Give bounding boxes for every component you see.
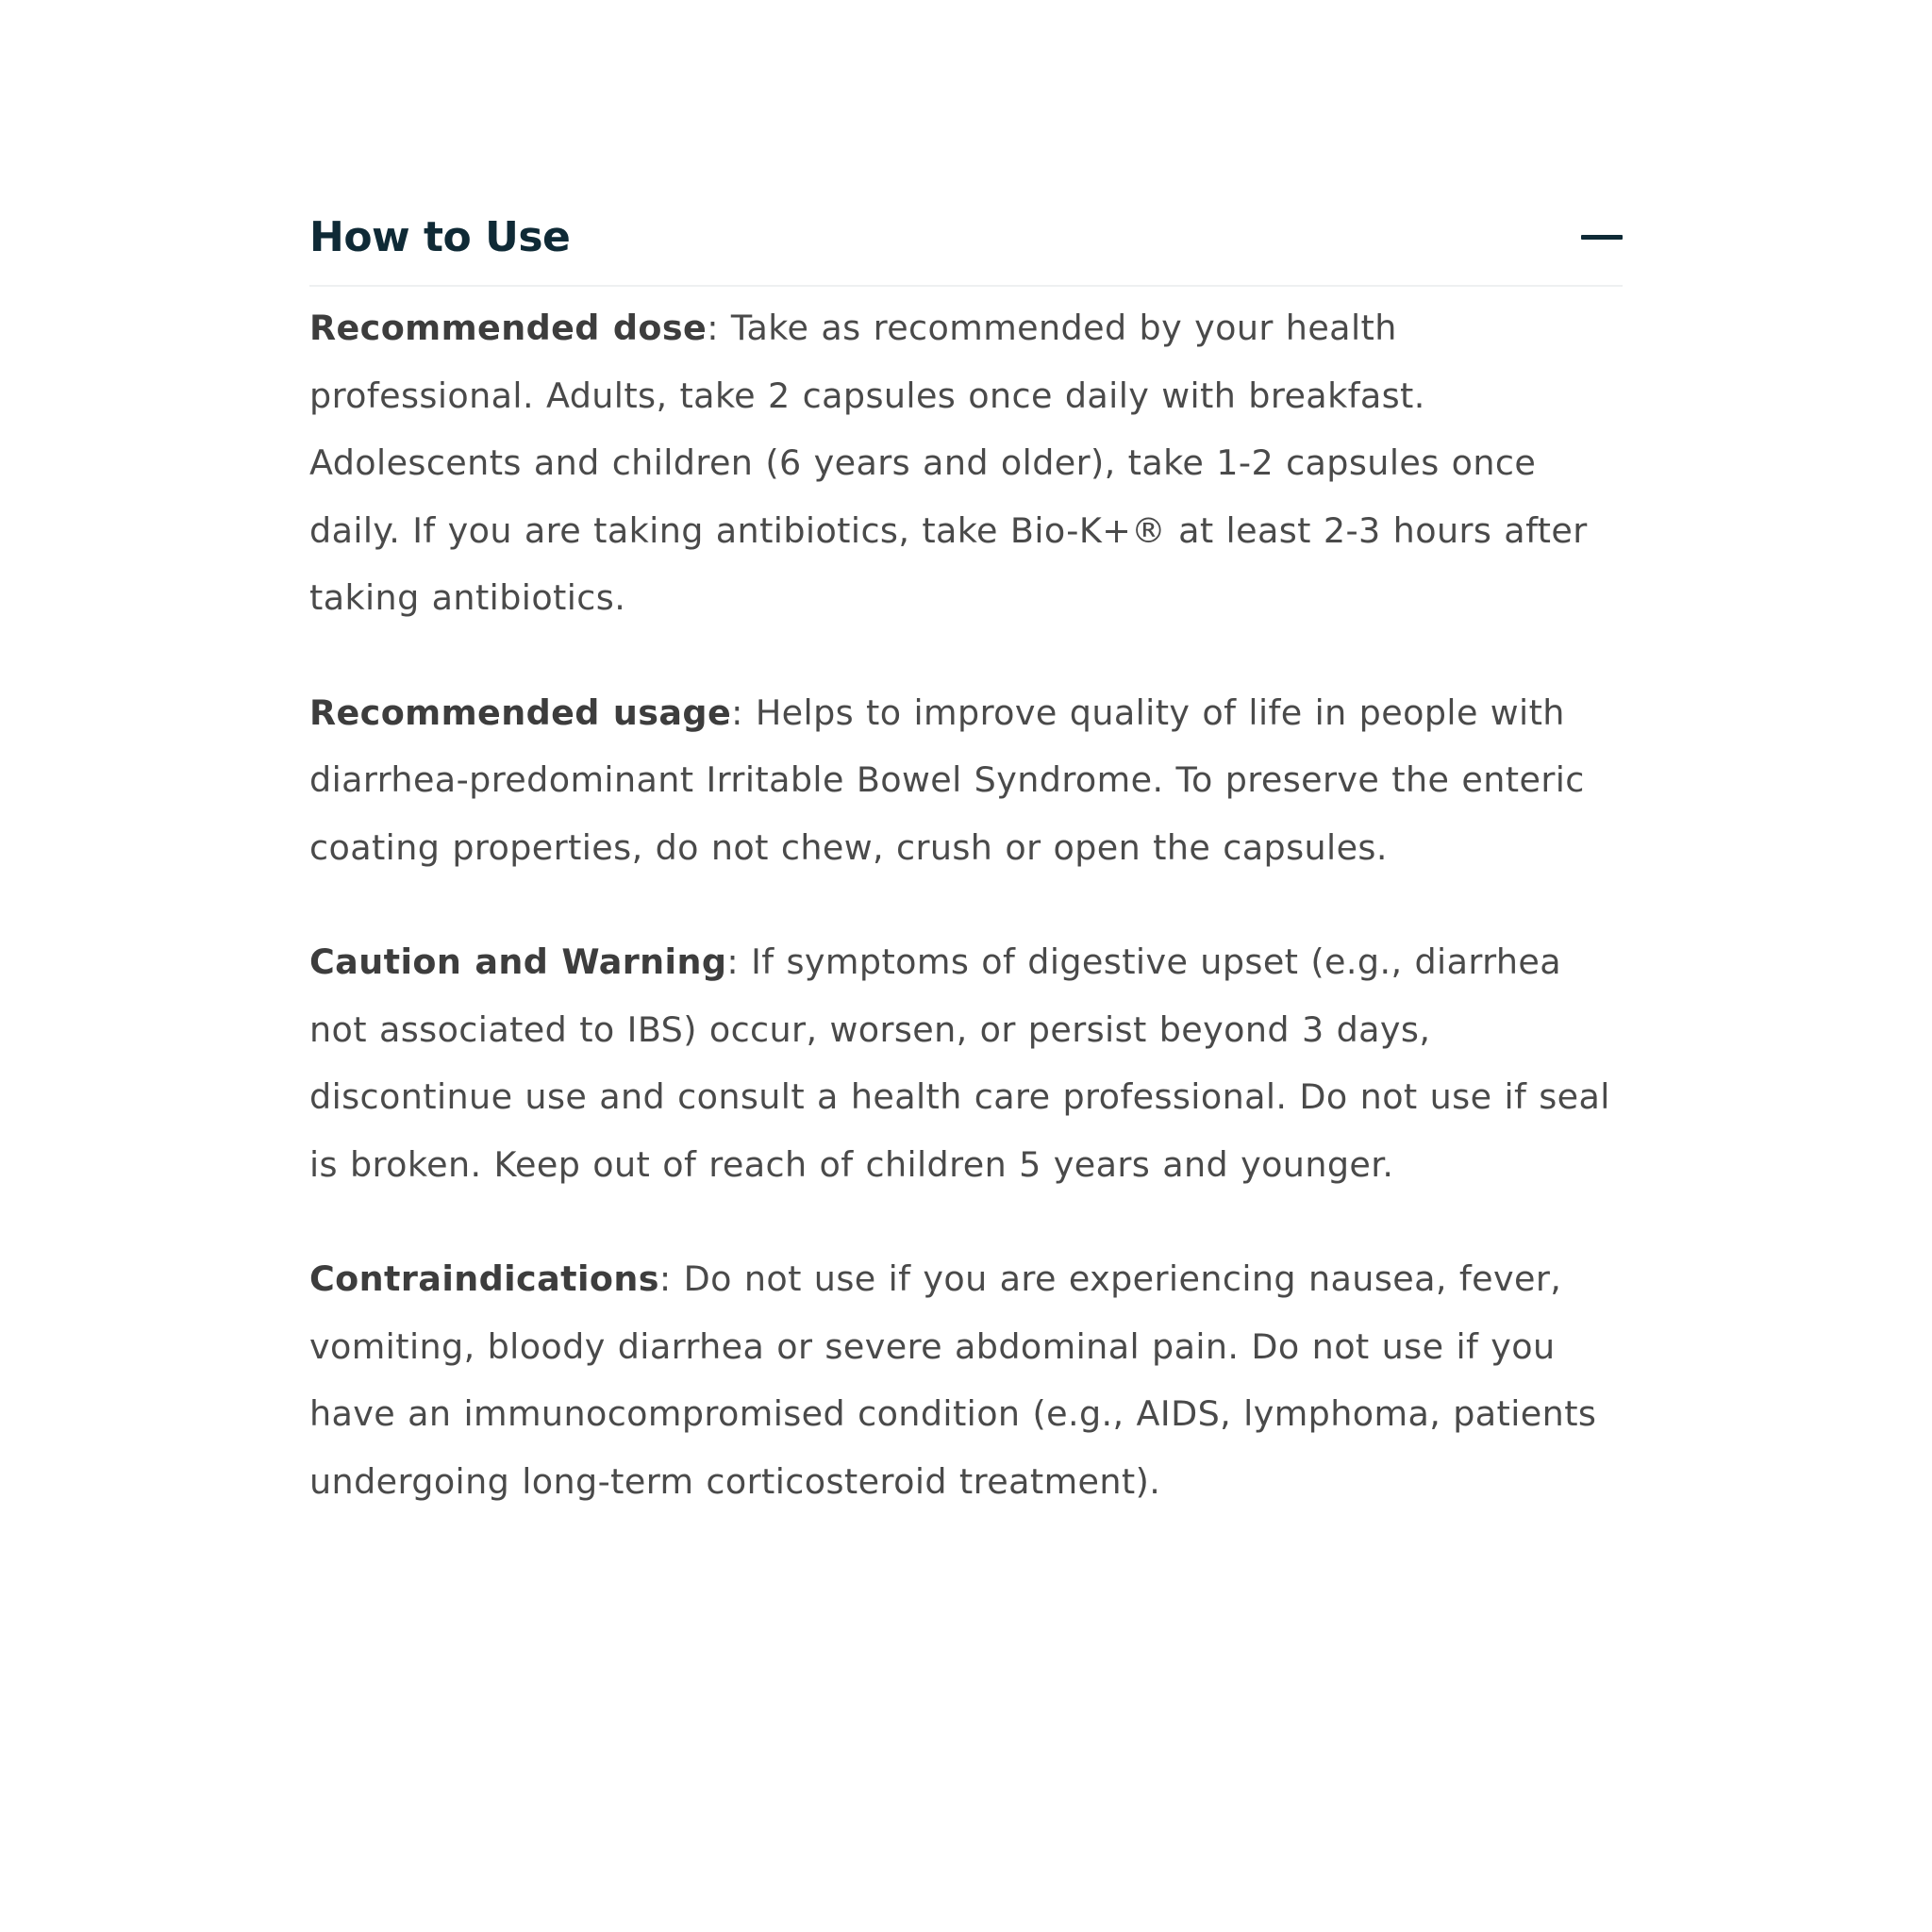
caution-warning-text: : If symptoms of digestive upset (e.g., diarrhea not associated to IBS) occur, worsen, or persist beyond 3 days, discontinue use and consult a health care professional. Do not use if seal is broken. Keep out of reach of children 5 years and younger. — [309, 941, 1610, 1185]
caution-warning-paragraph — [309, 928, 1623, 1198]
recommended-dose-paragraph — [309, 294, 1623, 632]
how-to-use-accordion — [309, 189, 1623, 1515]
accordion-content — [309, 287, 1623, 1515]
recommended-usage-text: : Helps to improve quality of life in people with diarrhea-predominant Irritable Bowel Syndrome. To preserve the enteric coating properties, do not chew, crush or open the capsules. — [309, 691, 1585, 868]
minus-icon — [1581, 235, 1623, 240]
accordion-title: How to Use — [309, 213, 571, 261]
contraindications-text: : Do not use if you are experiencing nausea, fever, vomiting, bloody diarrhea or severe abdominal pain. Do not use if you have an immunocompromised condition (e.g., AIDS, lymphoma, patients undergoing long-term corticosteroid treatment). — [309, 1258, 1597, 1502]
caution-warning-label: Caution and Warning — [309, 941, 727, 982]
contraindications-label: Contraindications — [309, 1258, 659, 1299]
recommended-usage-paragraph — [309, 679, 1623, 882]
recommended-usage-label: Recommended usage — [309, 691, 732, 733]
accordion-header[interactable] — [309, 189, 1623, 287]
recommended-dose-label: Recommended dose — [309, 308, 708, 348]
recommended-dose-text: : Take as recommended by your health professional. Adults, take 2 capsules once daily with breakfast. Adolescents and children (6 years and older), take 1-2 capsules once daily. If you are taking antibiotics, take Bio-K+® at least 2-3 hours after taking antibiotics. — [309, 308, 1588, 618]
contraindications-paragraph — [309, 1245, 1623, 1515]
collapse-toggle-button[interactable] — [1574, 208, 1630, 265]
